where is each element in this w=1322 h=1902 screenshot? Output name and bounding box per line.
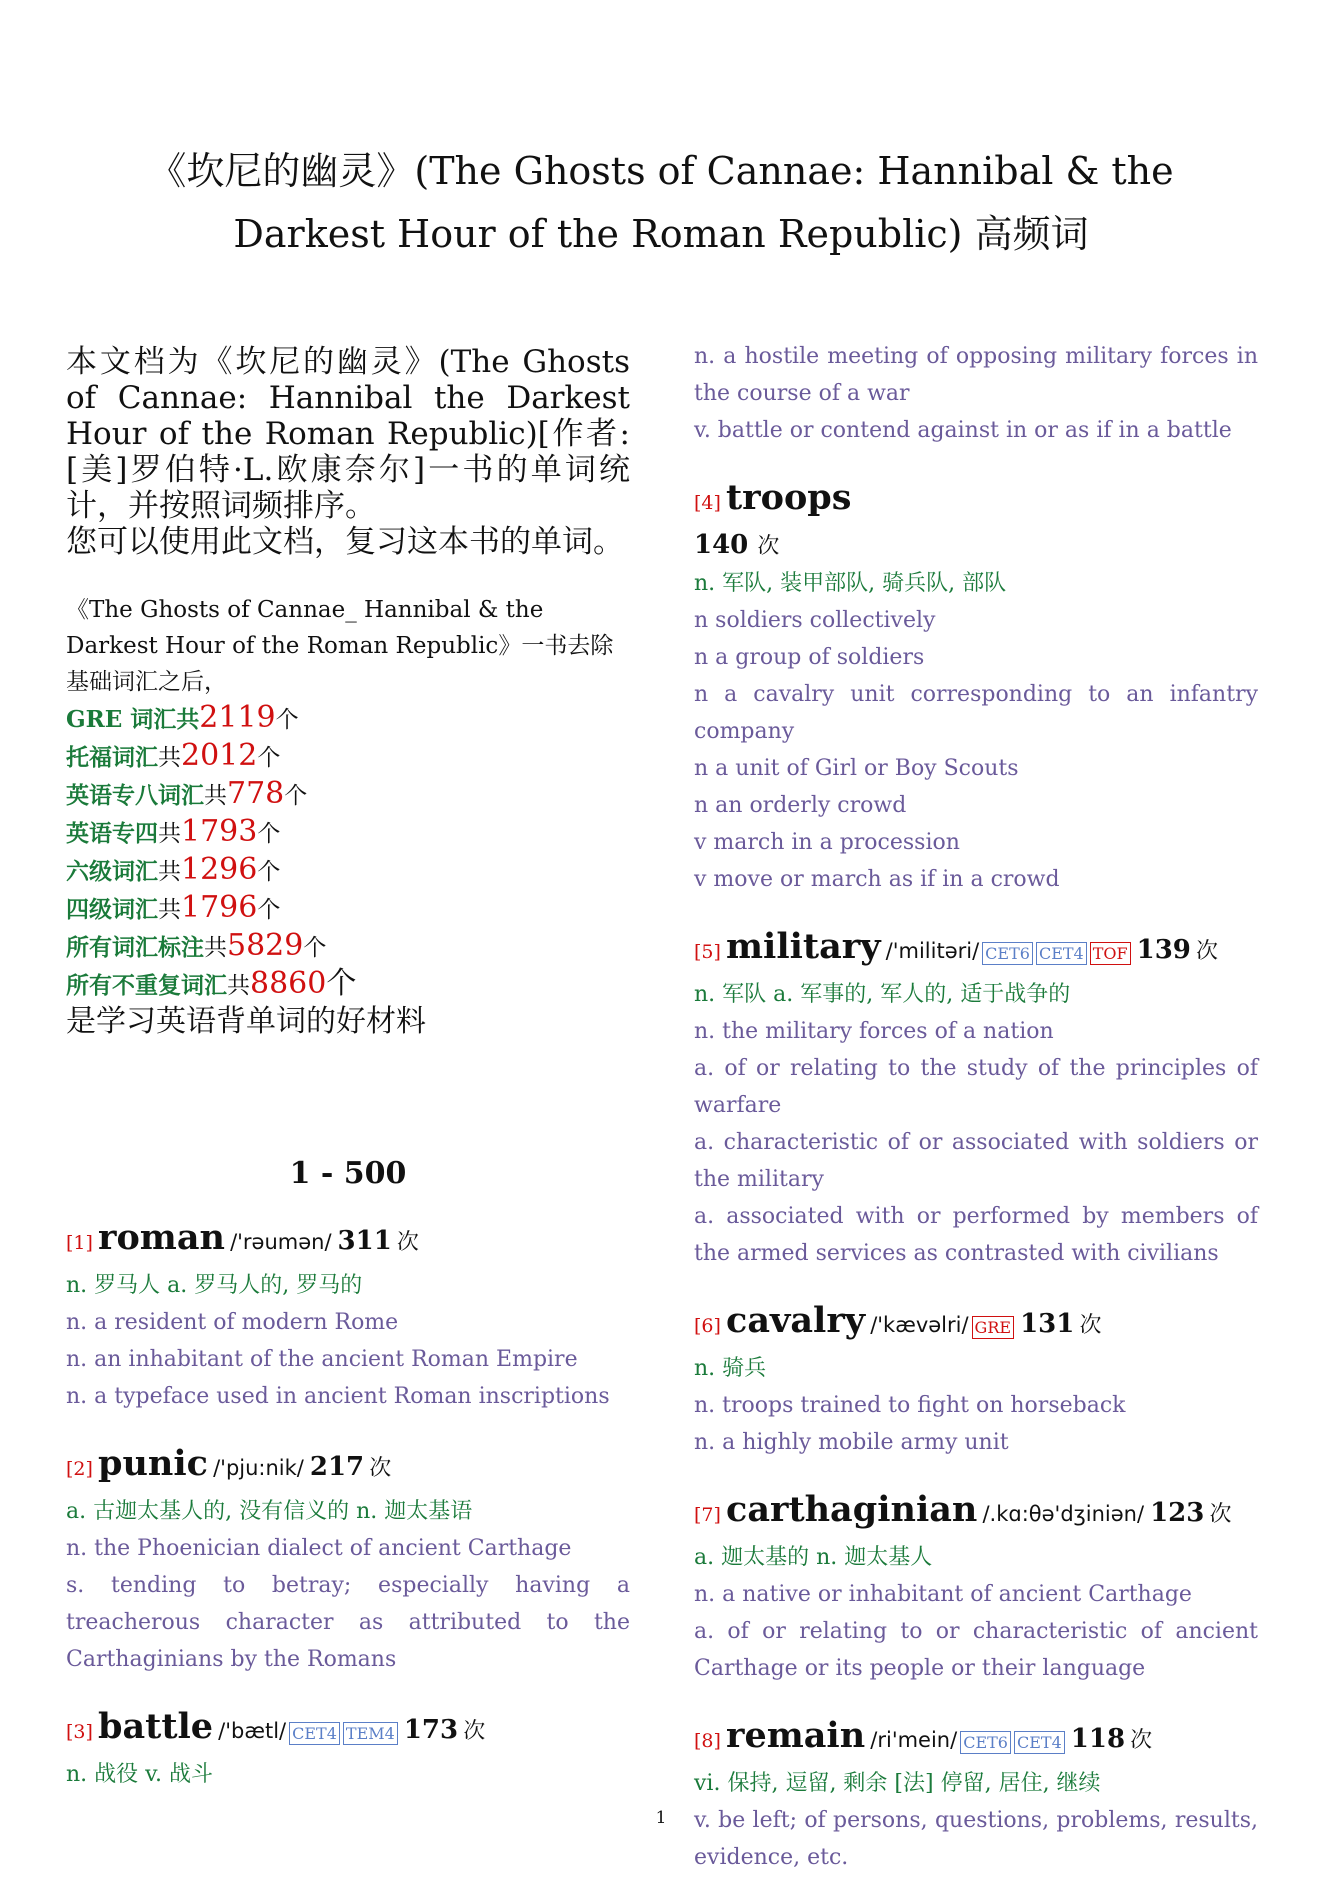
frequency-unit: 次 bbox=[1196, 939, 1219, 964]
intro bbox=[66, 344, 630, 560]
entry-index: [6] bbox=[694, 1315, 721, 1337]
pronunciation: /'rəumən/ bbox=[230, 1230, 332, 1254]
definition-en: a. associated with or performed by members of the armed services as contrasted with civilians bbox=[694, 1204, 1258, 1266]
stat-row bbox=[66, 852, 630, 890]
level-tag: CET4 bbox=[1036, 942, 1087, 965]
definition-en: n. the Phoenician dialect of ancient Carthage bbox=[66, 1536, 572, 1561]
definition-en: n. troops trained to fight on horseback bbox=[694, 1393, 1126, 1418]
definition-cn: a. 古迦太基人的, 没有信义的 n. 迦太基语 bbox=[66, 1499, 473, 1524]
pronunciation: /'pju:nik/ bbox=[213, 1456, 304, 1480]
level-tag: GRE bbox=[972, 1316, 1015, 1339]
definition-en: v move or march as if in a crowd bbox=[694, 867, 1060, 892]
entry-header bbox=[66, 1215, 630, 1267]
entry-header bbox=[694, 924, 1258, 976]
frequency: 123 bbox=[1150, 1498, 1205, 1528]
definition-cn: n. 战役 v. 战斗 bbox=[66, 1762, 213, 1787]
stat-unit: 个 bbox=[275, 707, 299, 733]
word-entry bbox=[66, 1704, 630, 1793]
entry-index: [1] bbox=[66, 1232, 93, 1254]
entry-header bbox=[694, 1487, 1258, 1539]
stat-unit: 个 bbox=[257, 859, 281, 885]
entry-header bbox=[66, 1704, 630, 1756]
definition-en: a. characteristic of or associated with soldiers or the military bbox=[694, 1130, 1258, 1192]
word-entry bbox=[694, 924, 1258, 1272]
headword: troops bbox=[726, 477, 852, 518]
definition-en: n. the military forces of a nation bbox=[694, 1019, 1054, 1044]
stat-row bbox=[66, 928, 630, 966]
level-tag: CET6 bbox=[982, 942, 1033, 965]
stat-mid: 共 bbox=[176, 706, 200, 733]
stat-row bbox=[66, 738, 630, 776]
frequency: 140 bbox=[694, 530, 749, 560]
stats-closing: 是学习英语背单词的好材料 bbox=[66, 1004, 426, 1039]
frequency-line bbox=[694, 527, 1258, 565]
stat-label: 四级词汇 bbox=[66, 896, 158, 923]
stat-label: 六级词汇 bbox=[66, 858, 158, 885]
level-tag: CET4 bbox=[1014, 1731, 1065, 1754]
definition-en: n a cavalry unit corresponding to an infantry company bbox=[694, 682, 1258, 744]
definition-en: n a group of soldiers bbox=[694, 645, 925, 670]
entry-index: [8] bbox=[694, 1730, 721, 1752]
stat-mid: 共 bbox=[227, 973, 250, 999]
word-entry bbox=[694, 1713, 1258, 1876]
stat-row bbox=[66, 890, 630, 928]
definition-en: n. a hostile meeting of opposing military forces in the course of a war bbox=[694, 344, 1258, 406]
definition-en: n. a highly mobile army unit bbox=[694, 1430, 1009, 1455]
stat-label: 英语专四 bbox=[66, 820, 158, 847]
pronunciation: /ri'mein/ bbox=[870, 1728, 958, 1752]
page-number: 1 bbox=[655, 1808, 667, 1828]
stat-row bbox=[66, 776, 630, 814]
pronunciation: /'kævəlri/ bbox=[870, 1313, 969, 1337]
entry-header bbox=[694, 475, 1258, 527]
headword: punic bbox=[98, 1443, 208, 1484]
stat-label: 英语专八词汇 bbox=[66, 782, 204, 809]
stat-mid: 共 bbox=[158, 821, 181, 847]
definition-en: a. of or relating to or characteristic of ancient Carthage or its people or their language bbox=[694, 1619, 1258, 1681]
frequency: 131 bbox=[1020, 1309, 1075, 1339]
stat-row bbox=[66, 814, 630, 852]
definition-cn: n. 军队, 装甲部队, 骑兵队, 部队 bbox=[694, 571, 1007, 596]
frequency-unit: 次 bbox=[463, 1719, 486, 1744]
entry-index: [3] bbox=[66, 1721, 93, 1743]
stat-row bbox=[66, 966, 630, 1004]
stat-row bbox=[66, 700, 630, 738]
frequency: 139 bbox=[1136, 935, 1191, 965]
stat-unit: 个 bbox=[303, 935, 327, 961]
frequency-unit: 次 bbox=[369, 1456, 392, 1481]
headword: cavalry bbox=[726, 1300, 866, 1341]
word-entry bbox=[66, 1441, 630, 1678]
definition-cn: n. 罗马人 a. 罗马人的, 罗马的 bbox=[66, 1273, 363, 1298]
headword: battle bbox=[98, 1706, 214, 1747]
stat-number: 1796 bbox=[181, 890, 258, 925]
entry-header bbox=[694, 1713, 1258, 1765]
level-tag: CET6 bbox=[960, 1731, 1011, 1754]
entry-header bbox=[694, 1298, 1258, 1350]
frequency: 311 bbox=[337, 1226, 392, 1256]
definition-en: v march in a procession bbox=[694, 830, 960, 855]
stat-mid: 共 bbox=[204, 783, 227, 809]
stat-mid: 共 bbox=[158, 897, 181, 923]
stat-unit: 个 bbox=[257, 821, 281, 847]
stat-unit: 个 bbox=[257, 897, 281, 923]
frequency: 217 bbox=[309, 1452, 365, 1482]
stats-block bbox=[66, 592, 630, 1040]
frequency-unit: 次 bbox=[757, 534, 780, 559]
definition-en: n an orderly crowd bbox=[694, 793, 907, 818]
definition-cn: a. 迦太基的 n. 迦太基人 bbox=[694, 1545, 933, 1570]
definition-en: n. a resident of modern Rome bbox=[66, 1310, 399, 1335]
stats-heading: 《The Ghosts of Cannae_ Hannibal & the Darkest Hour of the Roman Republic》一书去除基础词汇之后， bbox=[66, 597, 614, 695]
level-tag: TEM4 bbox=[343, 1722, 398, 1745]
right-column bbox=[694, 344, 1258, 1902]
definition-en: n a unit of Girl or Boy Scouts bbox=[694, 756, 1019, 781]
headword: carthaginian bbox=[726, 1489, 978, 1530]
pronunciation: /'militəri/ bbox=[885, 939, 980, 963]
frequency-unit: 次 bbox=[1209, 1502, 1232, 1527]
frequency-unit: 次 bbox=[1130, 1728, 1153, 1753]
headword: military bbox=[726, 926, 881, 967]
intro-paragraph: 您可以使用此文档，复习这本书的单词。 bbox=[66, 524, 624, 560]
definition-en: v. be left; of persons, questions, problems, results, evidence, etc. bbox=[694, 1808, 1258, 1870]
entry-index: [5] bbox=[694, 941, 721, 963]
stat-number: 1296 bbox=[181, 852, 258, 887]
intro-paragraph: 本文档为《坎尼的幽灵》(The Ghosts of Cannae: Hannibal the Darkest Hour of the Roman Republic)[作者:[美]罗伯特·L.欧康奈尔]一书的单词统计，并按照词频排序。 bbox=[66, 344, 630, 524]
stat-label: 托福词汇 bbox=[66, 744, 158, 771]
frequency: 173 bbox=[403, 1715, 459, 1745]
stat-number: 5829 bbox=[227, 928, 304, 963]
definition-cn: n. 军队 a. 军事的, 军人的, 适于战争的 bbox=[694, 982, 1071, 1007]
stat-number: 2012 bbox=[181, 738, 258, 773]
entry-index: [4] bbox=[694, 492, 721, 514]
definition-en: a. of or relating to the study of the principles of warfare bbox=[694, 1056, 1258, 1118]
document-title: 《坎尼的幽灵》(The Ghosts of Cannae: Hannibal & the Darkest Hour of the Roman Republic) 高频词 bbox=[148, 149, 1174, 256]
definition-cn: n. 骑兵 bbox=[694, 1356, 767, 1381]
stat-number: 2119 bbox=[199, 700, 276, 735]
definition-cn: vi. 保持, 逗留, 剩余 [法] 停留, 居住, 继续 bbox=[694, 1771, 1101, 1796]
definition-en: n soldiers collectively bbox=[694, 608, 936, 633]
entry-index: [2] bbox=[66, 1458, 93, 1480]
definition-en: v. battle or contend against in or as if in a battle bbox=[694, 418, 1232, 443]
stat-mid: 共 bbox=[158, 859, 181, 885]
frequency-unit: 次 bbox=[1079, 1313, 1102, 1338]
definition-en: n. an inhabitant of the ancient Roman Empire bbox=[66, 1347, 578, 1372]
stat-unit: 个 bbox=[257, 745, 281, 771]
stat-number: 8860 bbox=[250, 966, 327, 1001]
stat-number: 778 bbox=[227, 776, 285, 811]
entry-index: [7] bbox=[694, 1504, 721, 1526]
level-tag: CET4 bbox=[289, 1722, 340, 1745]
frequency: 118 bbox=[1070, 1724, 1126, 1754]
level-tag: TOF bbox=[1090, 942, 1131, 965]
pronunciation: /'bætl/ bbox=[218, 1719, 287, 1743]
left-column bbox=[66, 344, 630, 1819]
entry-header bbox=[66, 1441, 630, 1493]
word-entry bbox=[694, 1487, 1258, 1687]
stat-label: 所有不重复词汇 bbox=[66, 972, 227, 999]
frequency-unit: 次 bbox=[396, 1230, 419, 1255]
stat-mid: 共 bbox=[204, 935, 227, 961]
headword: roman bbox=[98, 1217, 225, 1258]
stat-label: GRE 词汇 bbox=[66, 706, 177, 733]
stat-unit: 个 bbox=[284, 783, 308, 809]
headword: remain bbox=[726, 1715, 866, 1756]
pronunciation: /.kɑ:θə'dʒiniən/ bbox=[982, 1502, 1145, 1526]
stat-label: 所有词汇标注 bbox=[66, 934, 204, 961]
word-entry bbox=[694, 1298, 1258, 1461]
range-heading: 1 - 500 bbox=[289, 1156, 407, 1191]
stat-unit: 个 bbox=[326, 966, 357, 1001]
stat-number: 1793 bbox=[181, 814, 258, 849]
word-entry bbox=[66, 1215, 630, 1415]
definition-en: s. tending to betray; especially having a treacherous character as attributed to the Carthaginians by the Romans bbox=[66, 1573, 630, 1672]
definition-en: n. a native or inhabitant of ancient Carthage bbox=[694, 1582, 1192, 1607]
word-entry bbox=[694, 475, 1258, 898]
stat-mid: 共 bbox=[158, 745, 181, 771]
definition-en: n. a typeface used in ancient Roman inscriptions bbox=[66, 1384, 610, 1409]
word-entry-continued bbox=[694, 338, 1258, 449]
